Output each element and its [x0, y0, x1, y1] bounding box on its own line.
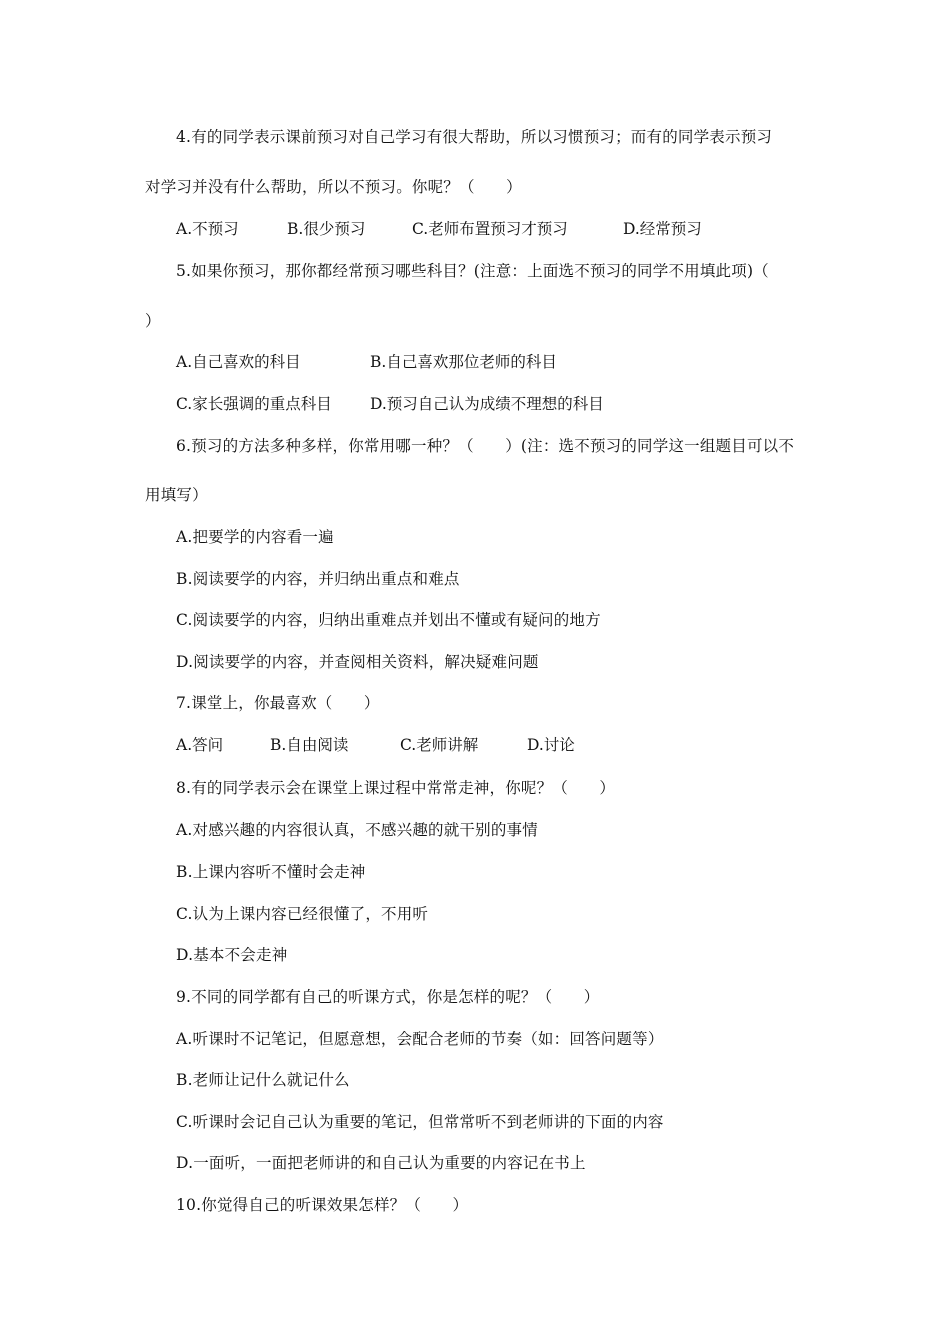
question-5-option-b: B.自己喜欢那位老师的科目 — [370, 353, 557, 371]
question-6-line-2: 用填写） — [145, 486, 208, 504]
question-5-line-2: ） — [145, 312, 161, 330]
question-4-option-a: A.不预习 — [176, 220, 239, 238]
question-7-option-d: D.讨论 — [527, 736, 575, 754]
question-4-line-1: 4.有的同学表示课前预习对自己学习有很大帮助，所以习惯预习；而有的同学表示预习 — [176, 128, 773, 146]
question-8-option-a: A.对感兴趣的内容很认真，不感兴趣的就干别的事情 — [176, 821, 538, 839]
question-6-line-1: 6.预习的方法多种多样，你常用哪一种？（ ）(注：选不预习的同学这一组题目可以不 — [176, 437, 795, 455]
question-8-option-b: B.上课内容听不懂时会走神 — [176, 863, 366, 881]
question-5-line-1: 5.如果你预习，那你都经常预习哪些科目？(注意：上面选不预习的同学不用填此项)（ — [176, 262, 769, 280]
question-7-option-c: C.老师讲解 — [400, 736, 479, 754]
question-8-option-c: C.认为上课内容已经很懂了，不用听 — [176, 905, 429, 923]
question-8-option-d: D.基本不会走神 — [176, 946, 288, 964]
question-7-option-b: B.自由阅读 — [270, 736, 349, 754]
question-4-option-b: B.很少预习 — [287, 220, 366, 238]
question-4-option-c: C.老师布置预习才预习 — [412, 220, 568, 238]
question-5-option-d: D.预习自己认为成绩不理想的科目 — [370, 395, 604, 413]
question-9-option-d: D.一面听，一面把老师讲的和自己认为重要的内容记在书上 — [176, 1154, 586, 1172]
question-6-option-c: C.阅读要学的内容，归纳出重难点并划出不懂或有疑问的地方 — [176, 611, 601, 629]
question-9-option-a: A.听课时不记笔记，但愿意想，会配合老师的节奏（如：回答问题等） — [176, 1030, 664, 1048]
question-5-option-a: A.自己喜欢的科目 — [176, 353, 301, 371]
question-6-option-a: A.把要学的内容看一遍 — [176, 528, 334, 546]
question-4-option-d: D.经常预习 — [623, 220, 702, 238]
question-9-line-1: 9.不同的同学都有自己的听课方式，你是怎样的呢？（ ） — [176, 988, 600, 1006]
question-4-line-2: 对学习并没有什么帮助，所以不预习。你呢？（ ） — [145, 178, 522, 196]
question-6-option-d: D.阅读要学的内容，并查阅相关资料，解决疑难问题 — [176, 653, 539, 671]
question-9-option-c: C.听课时会记自己认为重要的笔记，但常常听不到老师讲的下面的内容 — [176, 1113, 664, 1131]
question-6-option-b: B.阅读要学的内容，并归纳出重点和难点 — [176, 570, 460, 588]
question-9-option-b: B.老师让记什么就记什么 — [176, 1071, 350, 1089]
question-10-line-1: 10.你觉得自己的听课效果怎样？（ ） — [176, 1196, 469, 1214]
question-5-option-c: C.家长强调的重点科目 — [176, 395, 332, 413]
question-8-line-1: 8.有的同学表示会在课堂上课过程中常常走神，你呢？（ ） — [176, 779, 616, 797]
question-7-line-1: 7.课堂上，你最喜欢（ ） — [176, 694, 380, 712]
question-7-option-a: A.答问 — [176, 736, 224, 754]
